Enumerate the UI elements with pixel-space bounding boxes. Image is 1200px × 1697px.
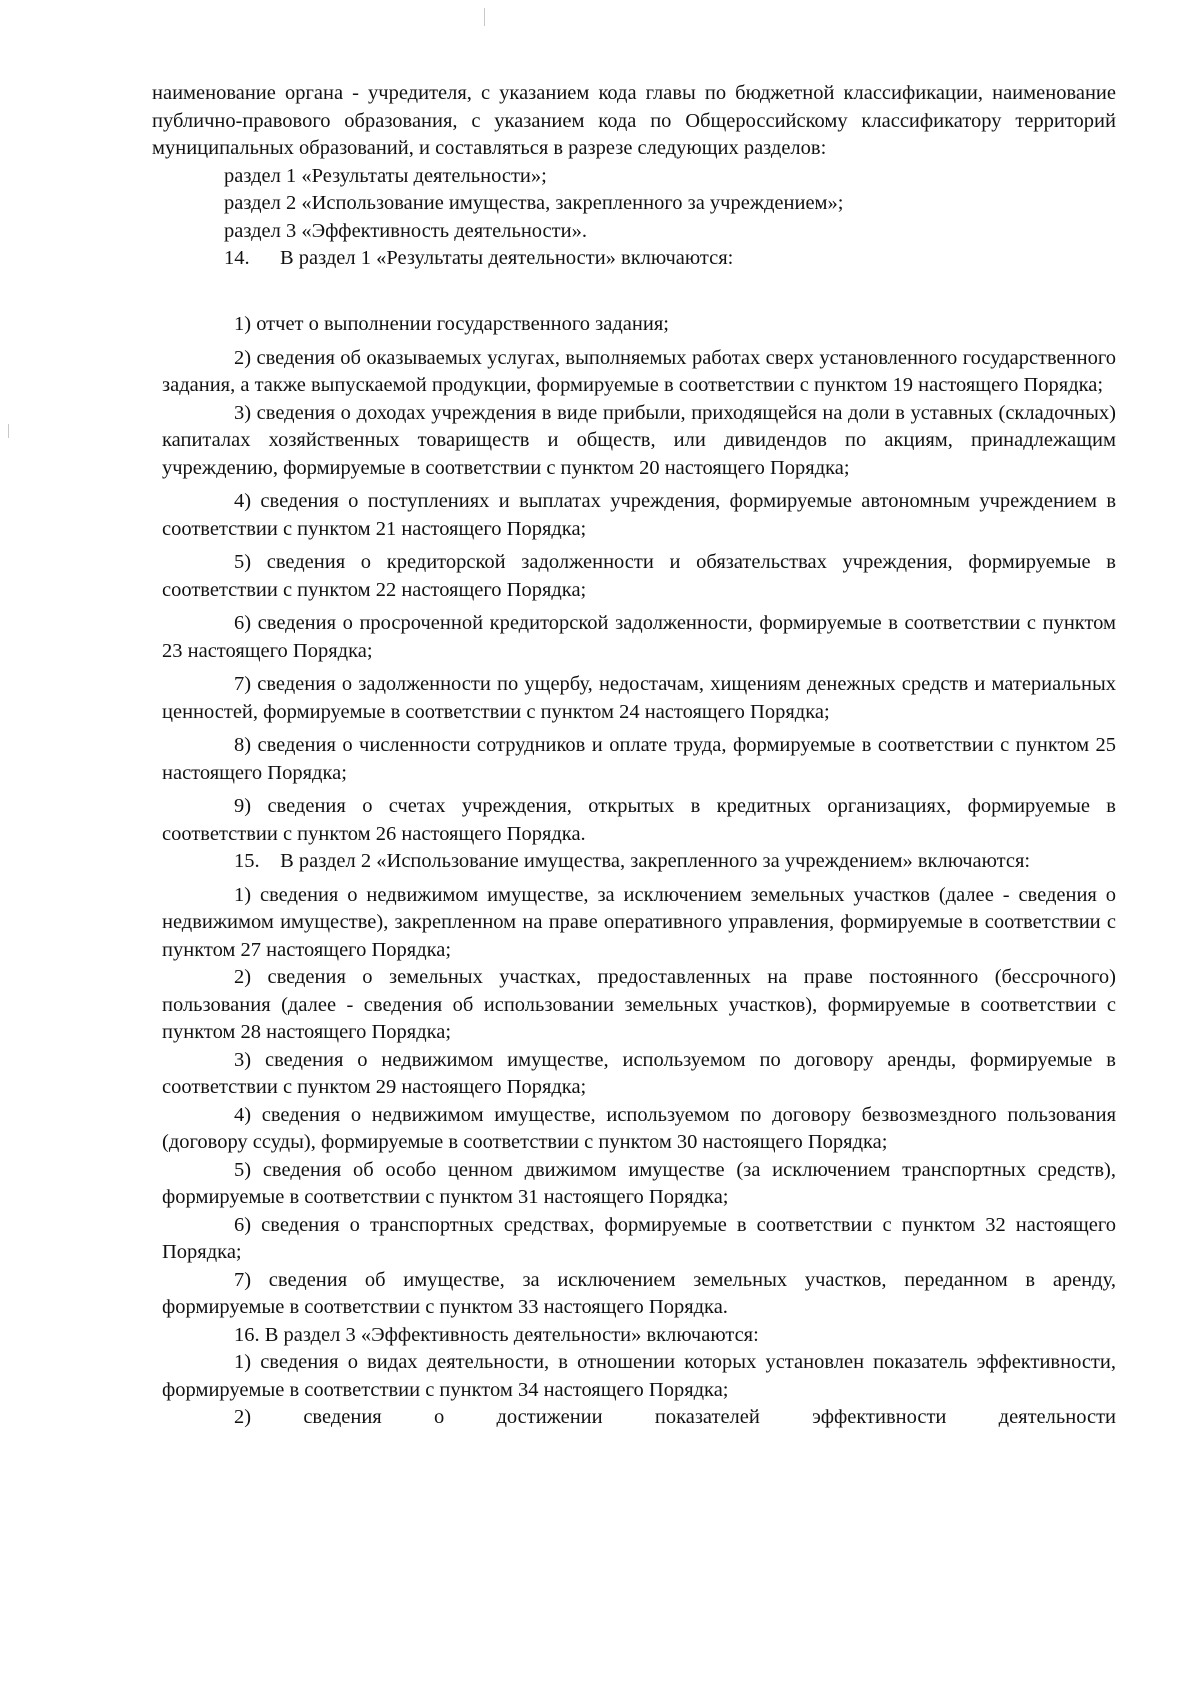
clause-14-item-4: 4) сведения о поступлениях и выплатах учреждения, формируемые автономным учреждением в соответствии с пунктом 21 настоящего Порядка;: [162, 490, 1116, 540]
clauses-block: [162, 311, 1116, 1432]
clause-15-item-5: 5) сведения об особо ценном движимом имуществе (за исключением транспортных средств), формируемые в соответствии с пунктом 31 настоящего Порядка;: [162, 1158, 1116, 1208]
intro-paragraph: наименование органа - учредителя, с указанием кода главы по бюджетной классификации, наименование публично-правового образования, с указанием кода по Общероссийскому классификатору территорий муниципальных образований, и составляться в разрезе следующих разделов:: [152, 82, 1116, 159]
clause-14-item-1: 1) отчет о выполнении государственного задания;: [234, 313, 669, 335]
intro-block: [152, 80, 1116, 273]
clause-15-title: В раздел 2 «Использование имущества, закрепленного за учреждением» включаются:: [280, 850, 1031, 872]
section-list-item-3: раздел 3 «Эффективность деятельности».: [224, 219, 587, 242]
clause-15-number: 15.: [234, 850, 260, 872]
clause-16-item-2: 2) сведения о достижении показателей эффективности деятельности: [234, 1406, 1116, 1428]
clause-15-item-6: 6) сведения о транспортных средствах, формируемые в соответствии с пунктом 32 настоящего Порядка;: [162, 1213, 1116, 1263]
clause-16-item-1: 1) сведения о видах деятельности, в отношении которых установлен показатель эффективности, формируемые в соответствии с пунктом 34 настоящего Порядка;: [162, 1351, 1116, 1401]
clause-14-item-9: 9) сведения о счетах учреждения, открытых в кредитных организациях, формируемые в соответствии с пунктом 26 настоящего Порядка.: [162, 795, 1116, 845]
section-list-item-2: раздел 2 «Использование имущества, закрепленного за учреждением»;: [224, 192, 844, 214]
clause-14-item-5: 5) сведения о кредиторской задолженности и обязательствах учреждения, формируемые в соответствии с пунктом 22 настоящего Порядка;: [162, 551, 1116, 601]
clause-15-heading: [162, 848, 1116, 876]
clause-14-item-2: 2) сведения об оказываемых услугах, выполняемых работах сверх установленного государственного задания, а также выпускаемой продукции, формируемые в соответствии с пунктом 19 настоящего Порядка;: [162, 346, 1116, 396]
clause-14-number: 14.: [224, 247, 250, 269]
clause-14-item-7: 7) сведения о задолженности по ущербу, недостачам, хищениям денежных средств и материальных ценностей, формируемые в соответствии с пунктом 24 настоящего Порядка;: [162, 673, 1116, 723]
clause-15-item-3: 3) сведения о недвижимом имуществе, используемом по договору аренды, формируемые в соответствии с пунктом 29 настоящего Порядка;: [162, 1048, 1116, 1098]
clause-14-item-6: 6) сведения о просроченной кредиторской задолженности, формируемые в соответствии с пунктом 23 настоящего Порядка;: [162, 612, 1116, 662]
clause-14-item-8: 8) сведения о численности сотрудников и оплате труда, формируемые в соответствии с пунктом 25 настоящего Порядка;: [162, 734, 1116, 784]
clause-15-item-7: 7) сведения об имуществе, за исключением земельных участков, переданном в аренду, формируемые в соответствии с пунктом 33 настоящего Порядка.: [162, 1268, 1116, 1318]
clause-14-heading: [152, 245, 1116, 273]
clause-16-heading: 16. В раздел 3 «Эффективность деятельности» включаются:: [234, 1323, 759, 1346]
clause-15-item-2: 2) сведения о земельных участках, предоставленных на праве постоянного (бессрочного) пользования (далее - сведения об использовании земельных участков), формируемые в соответствии с пунктом 28 настоящего Порядка;: [162, 966, 1116, 1043]
clause-14-title: В раздел 1 «Результаты деятельности» включаются:: [280, 247, 734, 269]
scan-artifact-left: [8, 424, 9, 438]
clause-15-item-1: 1) сведения о недвижимом имуществе, за исключением земельных участков (далее - сведения о недвижимом имуществе), закрепленном на праве оперативного управления, формируемые в соответствии с пунктом 27 настоящего Порядка;: [162, 883, 1116, 961]
clause-14-item-3: 3) сведения о доходах учреждения в виде прибыли, приходящейся на доли в уставных (складочных) капиталах хозяйственных товариществ и обществ, или дивидендов по акциям, принадлежащим учреждению, формируемые в соответствии с пунктом 20 настоящего Порядка;: [162, 401, 1116, 479]
scan-artifact-top: [484, 8, 485, 26]
clause-15-item-4: 4) сведения о недвижимом имуществе, используемом по договору безвозмездного пользования (договору ссуды), формируемые в соответствии с пунктом 30 настоящего Порядка;: [162, 1103, 1116, 1153]
section-list-item-1: раздел 1 «Результаты деятельности»;: [224, 164, 547, 187]
